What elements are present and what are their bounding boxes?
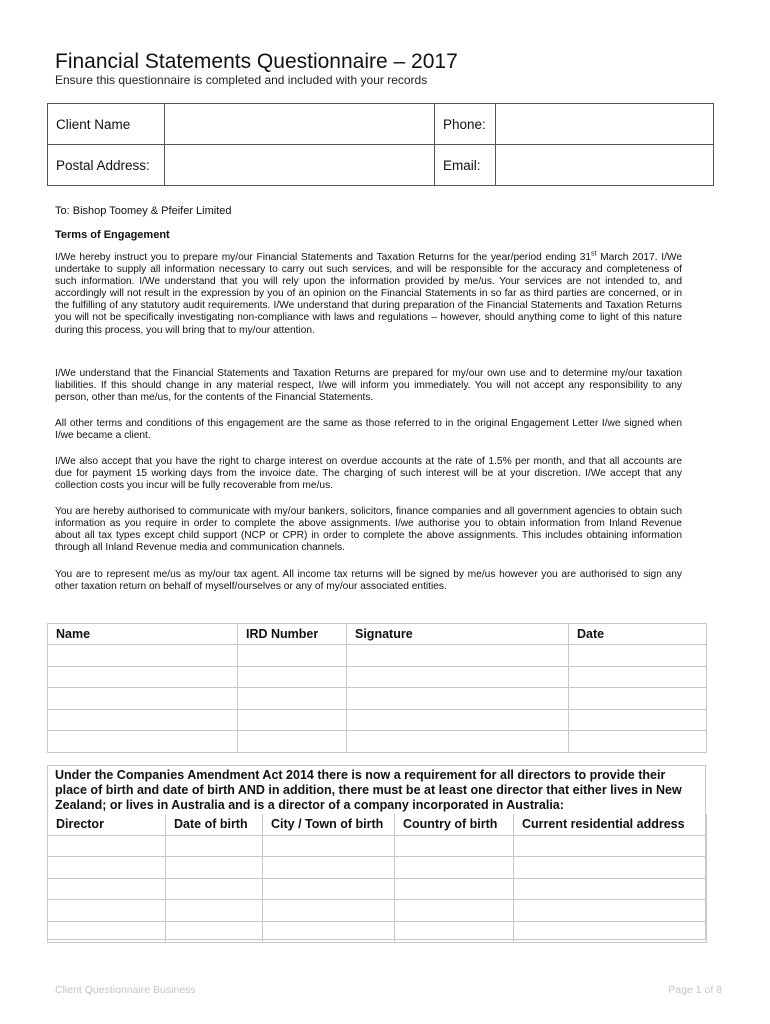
signature-date-cell[interactable]	[569, 645, 707, 667]
client-row-name-phone	[48, 104, 714, 145]
director-dob-cell[interactable]	[166, 900, 263, 922]
directors-header-address: Current residential address	[514, 814, 707, 835]
director-name-cell[interactable]	[48, 921, 166, 943]
phone-label: Phone:	[435, 104, 496, 145]
director-city-cell[interactable]	[263, 921, 395, 943]
directors-table-row	[48, 921, 707, 943]
signature-table-row	[48, 709, 707, 731]
page-title: Financial Statements Questionnaire – 2017	[55, 50, 458, 73]
directors-table-row	[48, 835, 707, 857]
client-details-table	[47, 103, 714, 186]
director-address-cell[interactable]	[514, 921, 707, 943]
client-name-field[interactable]	[165, 104, 435, 145]
directors-table	[47, 814, 707, 943]
director-name-cell[interactable]	[48, 857, 166, 879]
directors-table-row	[48, 857, 707, 879]
director-name-cell[interactable]	[48, 878, 166, 900]
signature-signature-cell[interactable]	[347, 645, 569, 667]
terms-paragraph-6: You are to represent me/us as my/our tax agent. All income tax returns will be signed by me/us however you are authorised to sign any other taxation return on behalf of myself/ourselves or any of my/our associated entities.	[55, 569, 682, 593]
directors-header-row	[48, 814, 707, 835]
signature-ird-cell[interactable]	[238, 666, 347, 688]
signature-date-cell[interactable]	[569, 709, 707, 731]
terms-paragraph-5: You are hereby authorised to communicate with my/our bankers, solicitors, finance companies and all government agencies to obtain such information as you require in order to complete the above assignments. I/we authorise you to obtain information from Inland Revenue about all tax types except child support (NCP or CPR) in order to complete the above assignments. This includes obtaining information through all Inland Revenue media and communication channels.	[55, 506, 682, 554]
director-country-cell[interactable]	[395, 900, 514, 922]
signature-header-signature: Signature	[347, 624, 569, 645]
signature-table	[47, 623, 707, 753]
terms-heading: Terms of Engagement	[55, 229, 170, 241]
director-dob-cell[interactable]	[166, 857, 263, 879]
director-country-cell[interactable]	[395, 921, 514, 943]
signature-signature-cell[interactable]	[347, 688, 569, 710]
director-address-cell[interactable]	[514, 878, 707, 900]
director-dob-cell[interactable]	[166, 878, 263, 900]
director-dob-cell[interactable]	[166, 835, 263, 857]
signature-ird-cell[interactable]	[238, 645, 347, 667]
signature-table-row	[48, 688, 707, 710]
terms-paragraph-2: I/We understand that the Financial Statements and Taxation Returns are prepared for my/our own use and to determine my/our taxation liabilities. If this should change in any material respect, I/we will inform you immediately. You will not accept any responsibility to any person, other than me/us, for the contents of the Financial Statements.	[55, 368, 682, 404]
footer-document-name: Client Questionnaire Business	[55, 984, 196, 996]
terms-paragraph-3: All other terms and conditions of this engagement are the same as those referred to in the original Engagement Letter I/we signed when I/we became a client.	[55, 418, 682, 442]
signature-name-cell[interactable]	[48, 688, 238, 710]
signature-name-cell[interactable]	[48, 709, 238, 731]
signature-header-name: Name	[48, 624, 238, 645]
terms-paragraph-1-rest: March 2017. I/We undertake to supply all information necessary to carry out such services, and will be responsible for the accuracy and completeness of such information. I/We understand that you will rely upon the information provided by me/us. Your services are not intended to, and accordingly will not result in the expression by you of an opinion on the Financial Statements in so far as third parties are concerned, or in the fulfilling of any statutory audit requirements. I/We understand that during preparation of the Financial Statements and Taxation Returns you will not be specifically investigating non-compliance with laws and regulations – however, should anything come to light of this nature during this process, you will bring that to my/our attention.	[55, 252, 682, 336]
directors-table-row	[48, 900, 707, 922]
directors-header-country: Country of birth	[395, 814, 514, 835]
client-row-address-email	[48, 145, 714, 186]
signature-signature-cell[interactable]	[347, 666, 569, 688]
director-dob-cell[interactable]	[166, 921, 263, 943]
director-city-cell[interactable]	[263, 900, 395, 922]
footer-page-number: Page 1 of 8	[668, 984, 722, 996]
director-country-cell[interactable]	[395, 878, 514, 900]
signature-ird-cell[interactable]	[238, 709, 347, 731]
directors-header-dob: Date of birth	[166, 814, 263, 835]
signature-table-body	[48, 645, 707, 753]
director-city-cell[interactable]	[263, 878, 395, 900]
signature-ird-cell[interactable]	[238, 731, 347, 753]
signature-date-cell[interactable]	[569, 666, 707, 688]
director-address-cell[interactable]	[514, 900, 707, 922]
page-subtitle: Ensure this questionnaire is completed and included with your records	[55, 73, 428, 87]
phone-field[interactable]	[496, 104, 714, 145]
signature-ird-cell[interactable]	[238, 688, 347, 710]
signature-signature-cell[interactable]	[347, 709, 569, 731]
ordinal-suffix: st	[591, 250, 597, 258]
director-address-cell[interactable]	[514, 857, 707, 879]
terms-paragraph-1-start: I/We hereby instruct you to prepare my/our Financial Statements and Taxation Returns for the year/period ending 31	[55, 252, 592, 263]
signature-name-cell[interactable]	[48, 645, 238, 667]
email-label: Email:	[435, 145, 496, 186]
director-name-cell[interactable]	[48, 900, 166, 922]
signature-table-row	[48, 731, 707, 753]
signature-signature-cell[interactable]	[347, 731, 569, 753]
signature-header-row	[48, 624, 707, 645]
director-city-cell[interactable]	[263, 835, 395, 857]
signature-date-cell[interactable]	[569, 688, 707, 710]
director-country-cell[interactable]	[395, 857, 514, 879]
terms-paragraph-4: I/We also accept that you have the right to charge interest on overdue accounts at the rate of 1.5% per month, and that all accounts are due for payment 15 working days from the invoice date. The charging of such interest will be at your discretion. I/We accept that any collection costs you incur will be fully recoverable from me/us.	[55, 456, 682, 492]
directors-header-city: City / Town of birth	[263, 814, 395, 835]
directors-header-director: Director	[48, 814, 166, 835]
signature-date-cell[interactable]	[569, 731, 707, 753]
signature-header-ird: IRD Number	[238, 624, 347, 645]
director-country-cell[interactable]	[395, 835, 514, 857]
signature-table-row	[48, 645, 707, 667]
signature-table-row	[48, 666, 707, 688]
directors-table-body	[48, 835, 707, 943]
signature-header-date: Date	[569, 624, 707, 645]
postal-address-label: Postal Address:	[48, 145, 165, 186]
client-name-label: Client Name	[48, 104, 165, 145]
email-field[interactable]	[496, 145, 714, 186]
postal-address-field[interactable]	[165, 145, 435, 186]
director-address-cell[interactable]	[514, 835, 707, 857]
director-name-cell[interactable]	[48, 835, 166, 857]
signature-name-cell[interactable]	[48, 731, 238, 753]
terms-paragraph-1	[55, 252, 682, 337]
addressee-line: To: Bishop Toomey & Pfeifer Limited	[55, 205, 232, 217]
signature-name-cell[interactable]	[48, 666, 238, 688]
director-city-cell[interactable]	[263, 857, 395, 879]
directors-table-row	[48, 878, 707, 900]
directors-intro: Under the Companies Amendment Act 2014 there is now a requirement for all directors to provide their place of birth and date of birth AND in addition, there must be at least one director that either lives in New Zealand; or lives in Australia and is a director of a company incorporated in Australia:	[55, 768, 682, 812]
